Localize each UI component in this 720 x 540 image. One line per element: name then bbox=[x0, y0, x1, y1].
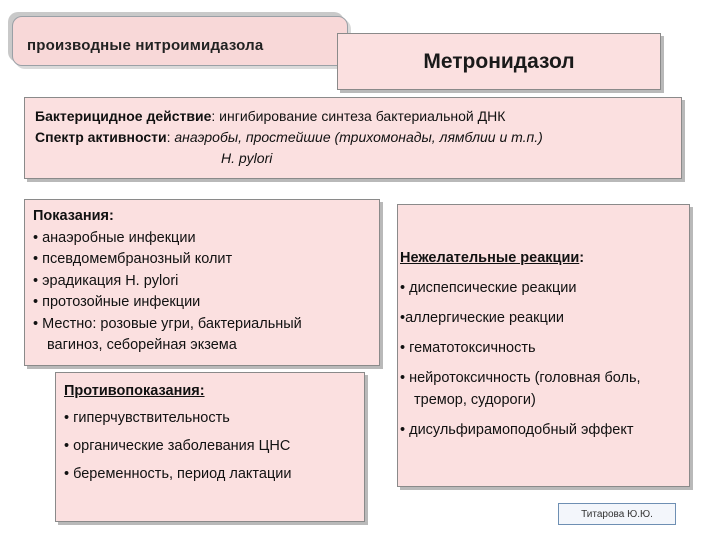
adverse-heading: Нежелательные реакции bbox=[400, 250, 580, 266]
indication-item: • псевдомембранозный колит bbox=[33, 251, 233, 267]
indication-item: • Местно: розовые угри, бактериальный bbox=[33, 315, 302, 332]
contraindication-item: • гиперчувствительность bbox=[64, 410, 230, 426]
spectrum-line bbox=[35, 127, 671, 148]
bactericidal-label: Бактерицидное действие bbox=[35, 108, 212, 124]
action-spectrum-box bbox=[24, 97, 682, 179]
author-label bbox=[558, 503, 676, 525]
indications-box bbox=[24, 199, 380, 366]
contraindications-heading: Противопоказания: bbox=[64, 383, 205, 399]
adverse-item-continued: тремор, судороги) bbox=[414, 392, 536, 408]
bactericidal-line bbox=[35, 106, 671, 127]
drug-class-label bbox=[12, 16, 348, 66]
spectrum-colon: : bbox=[166, 129, 175, 145]
spectrum-label: Спектр активности bbox=[35, 129, 167, 145]
adverse-heading-colon: : bbox=[579, 250, 585, 266]
drug-title: Метронидазол bbox=[423, 49, 575, 73]
indication-item: • эрадикация H. pylori bbox=[33, 272, 179, 289]
adverse-item: • диспепсические реакции bbox=[400, 280, 577, 296]
adverse-item: • нейротоксичность (головная боль, bbox=[400, 370, 641, 386]
bactericidal-text: : ингибирование синтеза бактериальной ДНК bbox=[211, 108, 506, 124]
indication-item-continued: вагиноз, себорейная экзема bbox=[47, 337, 237, 353]
spectrum-text: анаэробы, простейшие (трихомонады, лямблии и т.п.) bbox=[174, 129, 543, 145]
author-name: Титарова Ю.Ю. bbox=[581, 508, 653, 520]
indications-heading: Показания: bbox=[33, 208, 114, 224]
adverse-item: • гематотоксичность bbox=[400, 340, 536, 356]
adverse-item: • дисульфирамоподобный эффект bbox=[400, 422, 634, 438]
contraindication-item: • органические заболевания ЦНС bbox=[64, 438, 291, 454]
contraindication-item: • беременность, период лактации bbox=[64, 466, 292, 482]
adverse-reactions-box bbox=[397, 204, 690, 487]
indication-item: • протозойные инфекции bbox=[33, 294, 201, 310]
adverse-item: •аллергические реакции bbox=[400, 310, 565, 326]
contraindications-box bbox=[55, 372, 365, 522]
indication-item: • анаэробные инфекции bbox=[33, 229, 196, 246]
drug-class-text: производные нитроимидазола bbox=[27, 37, 264, 54]
adverse-heading-line bbox=[400, 247, 685, 269]
drug-title-box bbox=[337, 33, 661, 90]
spectrum-extra: H. pylori bbox=[221, 150, 273, 166]
